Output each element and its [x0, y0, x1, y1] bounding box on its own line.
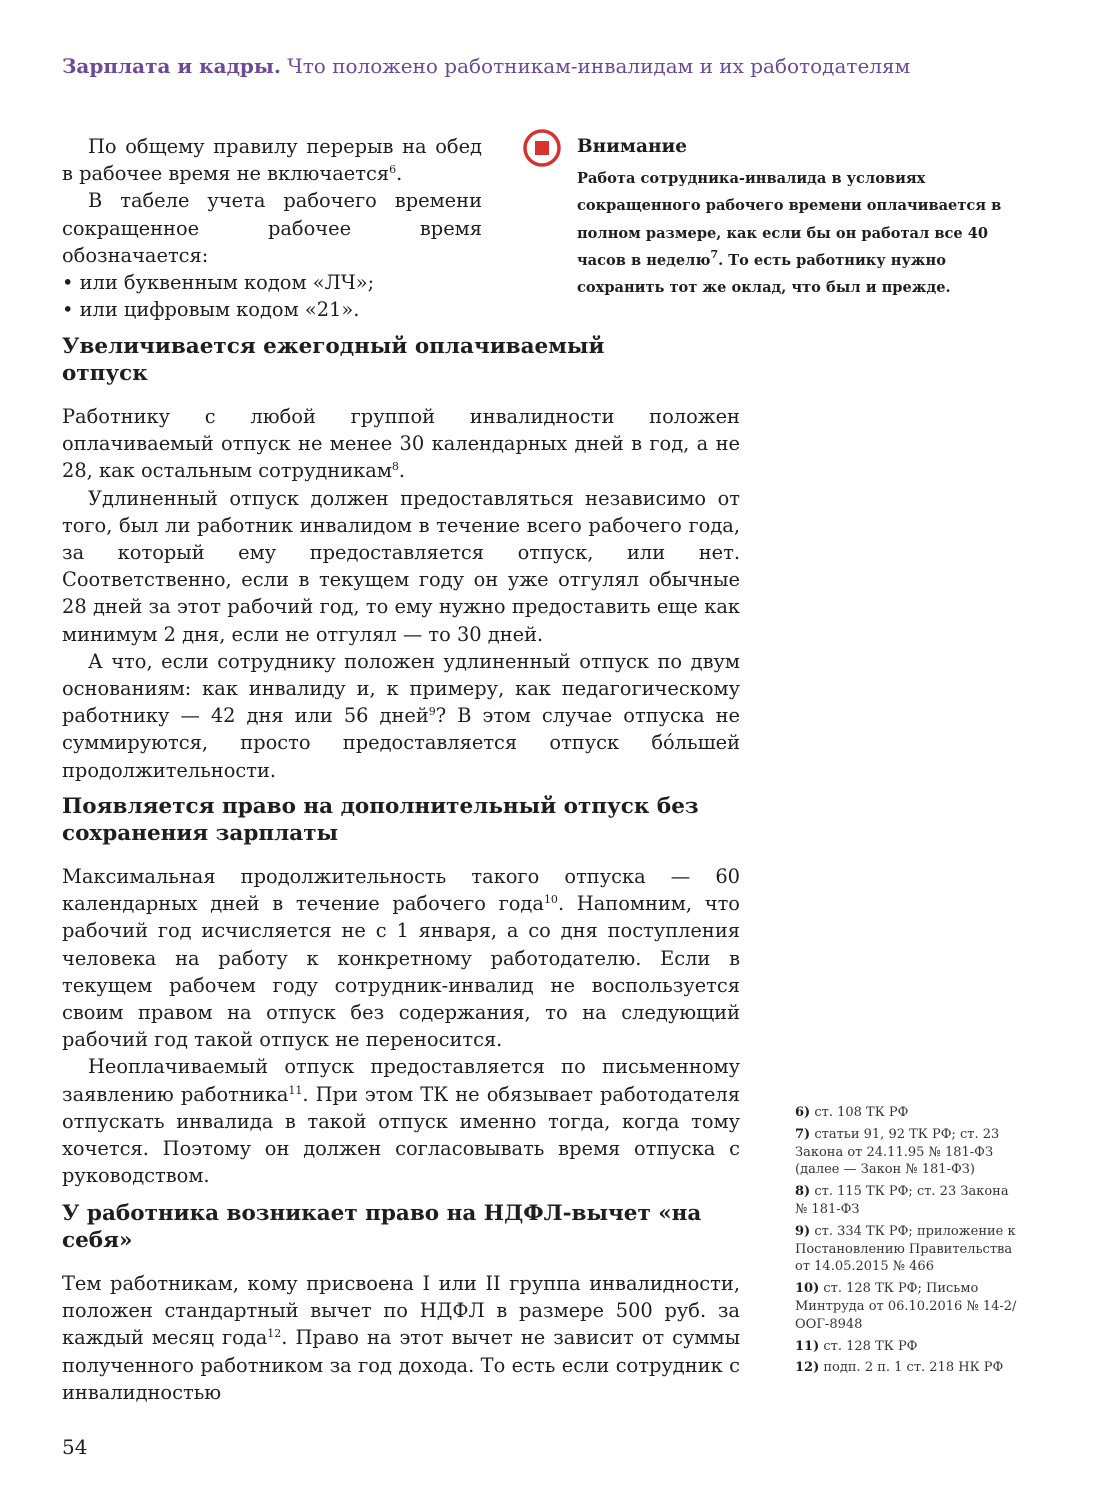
footnote: 9) ст. 334 ТК РФ; приложение к Постановлению Правительства от 14.05.2015 № 466 — [795, 1223, 1016, 1275]
section-heading: У работника возникает право на НДФЛ-вычет «на себя» — [62, 1201, 702, 1253]
header-title: Что положено работникам-инвалидам и их работодателям — [287, 54, 911, 78]
footnote: 12) подп. 2 п. 1 ст. 218 НК РФ — [795, 1360, 1004, 1376]
intro-paragraph-2: В табеле учета рабочего времени сокращенное рабочее время обозначается: — [62, 189, 482, 267]
list-item: • или цифровым кодом «21». — [62, 298, 360, 322]
footnote: 11) ст. 128 ТК РФ — [795, 1338, 918, 1354]
list-item: • или буквенным кодом «ЛЧ»; — [62, 271, 375, 295]
footnote: 6) ст. 108 ТК РФ — [795, 1105, 909, 1120]
footnote: 7) статьи 91, 92 ТК РФ; ст. 23 Закона от 24.11.95 № 181-ФЗ (далее — Закон № 181-ФЗ) — [795, 1126, 1000, 1178]
footnotes — [795, 1104, 1020, 1381]
section-annual-leave — [62, 333, 740, 784]
intro-paragraph-1: По общему правилу перерыв на обед в рабочее время не включается$^6$. — [62, 135, 482, 186]
page-number: 54 — [62, 1435, 88, 1459]
paragraph: Максимальная продолжительность такого отпуска — 60 календарных дней в течение рабочего года$^{10}$. Напомним, что рабочий год исчисляется не с 1 января, а со дня поступления человека на работу к конкретному работодателю. Если в текущем рабочем году сотрудник-инвалид не воспользуется своим правом на отпуск без содержания, то на следующий рабочий год такой отпуск не переносится. — [62, 865, 740, 1052]
paragraph: А что, если сотруднику положен удлиненный отпуск по двум основаниям: как инвалиду и, к примеру, как педагогическому работнику — 42 дня или 56 дней$^9$? В этом случае отпуска не суммируются, просто предоставляется отпуск бóльшей продолжительности. — [62, 649, 740, 782]
intro-block — [62, 133, 482, 323]
footnote: 10) ст. 128 ТК РФ; Письмо Минтруда от 06.10.2016 № 14-2/ООГ-8948 — [795, 1281, 1017, 1332]
footnote: 8) ст. 115 ТК РФ; ст. 23 Закона № 181-ФЗ — [795, 1184, 1009, 1217]
attention-text: Работа сотрудника-инвалида в условиях сокращенного рабочего времени оплачивается в полном размере, как если бы он работал все 40 часов в неделю$^7$. То есть работнику нужно сохранить тот же оклад, что был и прежде. — [577, 170, 1002, 297]
paragraph: Работнику с любой группой инвалидности положен оплачиваемый отпуск не менее 30 календарных дней в год, а не 28, как остальным сотрудникам$^8$. — [62, 405, 740, 483]
section-unpaid-leave — [62, 793, 740, 1189]
paragraph: Неоплачиваемый отпуск предоставляется по письменному заявлению работника$^{11}$. При этом ТК не обязывает работодателя отпускать инвалида в такой отпуск именно тогда, когда тому хочется. Поэтому он должен согласовывать время отпуска с руководством. — [62, 1055, 740, 1188]
header-section: Зарплата и кадры. — [62, 54, 281, 78]
stop-square-icon — [522, 128, 562, 168]
section-heading: Увеличивается ежегодный оплачиваемый отпуск — [62, 334, 605, 386]
paragraph: Тем работникам, кому присвоена I или II группа инвалидности, положен стандартный вычет по НДФЛ в размере 500 руб. за каждый месяц года$^{12}$. Право на этот вычет не зависит от суммы полученного работником за год дохода. То есть если сотрудник с инвалидностью — [62, 1272, 740, 1404]
section-tax-deduction — [62, 1200, 740, 1406]
section-heading: Появляется право на дополнительный отпуск без сохранения зарплаты — [62, 794, 699, 846]
paragraph: Удлиненный отпуск должен предоставляться независимо от того, был ли работник инвалидом в течение всего рабочего года, за который ему предоставляется отпуск, или нет. Соответственно, если в текущем году он уже отгулял обычные 28 дней за этот рабочий год, то ему нужно предоставить еще как минимум 2 дня, если не отгулял — то 30 дней. — [62, 486, 740, 646]
running-header — [62, 54, 1062, 78]
attention-title: Внимание — [577, 136, 687, 157]
